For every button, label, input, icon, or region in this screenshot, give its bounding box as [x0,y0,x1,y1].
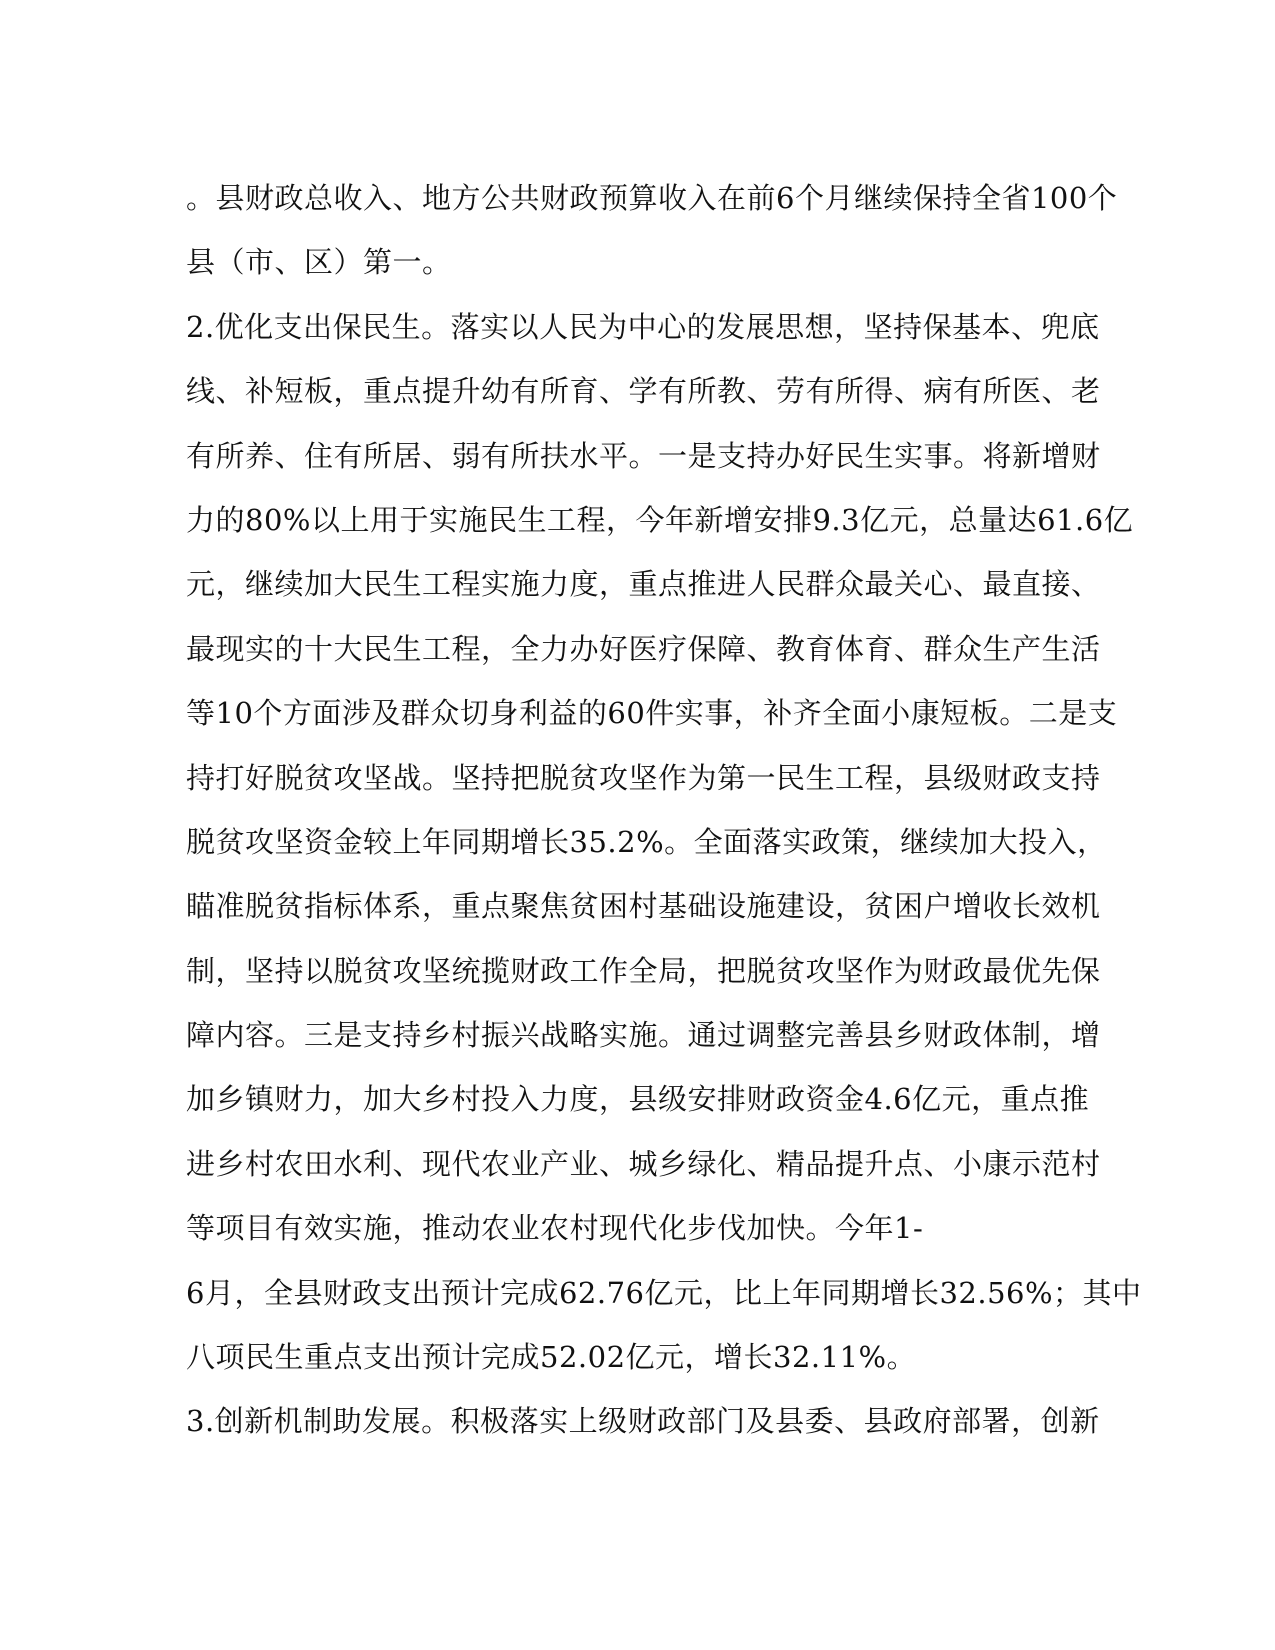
text-line: 脱贫攻坚资金较上年同期增长35.2%。全面落实政策，继续加大投入， [186,824,1107,859]
text-line: 进乡村农田水利、现代农业产业、城乡绿化、精品提升点、小康示范村 [186,1146,1101,1181]
text-line: 加乡镇财力，加大乡村投入力度，县级安排财政资金4.6亿元，重点推 [186,1082,1090,1117]
text-line: 有所养、住有所居、弱有所扶水平。一是支持办好民生实事。将新增财 [186,438,1101,473]
text-line: 力的80%以上用于实施民生工程，今年新增安排9.3亿元，总量达61.6亿 [186,502,1134,537]
text-line: 6月，全县财政支出预计完成62.76亿元，比上年同期增长32.56%；其中 [186,1275,1142,1310]
text-line: 线、补短板，重点提升幼有所育、学有所教、劳有所得、病有所医、老 [186,374,1101,409]
text-line: 最现实的十大民生工程，全力办好医疗保障、教育体育、群众生产生活 [186,631,1101,666]
text-line: 等10个方面涉及群众切身利益的60件实事，补齐全面小康短板。二是支 [186,696,1118,731]
text-line: 障内容。三是支持乡村振兴战略实施。通过调整完善县乡财政体制，增 [186,1018,1101,1053]
text-line: 瞄准脱贫指标体系，重点聚焦贫困村基础设施建设，贫困户增收长效机 [186,889,1101,924]
text-line: 八项民生重点支出预计完成52.02亿元，增长32.11%。 [186,1340,917,1375]
text-line: 持打好脱贫攻坚战。坚持把脱贫攻坚作为第一民生工程，县级财政支持 [186,760,1101,795]
text-line: 元，继续加大民生工程实施力度，重点推进人民群众最关心、最直接、 [186,567,1101,602]
text-line: 等项目有效实施，推动农业农村现代化步伐加快。今年1- [186,1211,924,1246]
text-line: 县（市、区）第一。 [186,245,452,280]
text-line: 2.优化支出保民生。落实以人民为中心的发展思想，坚持保基本、兜底 [186,309,1100,344]
body-text [186,166,1142,1454]
text-line: 制，坚持以脱贫攻坚统揽财政工作全局，把脱贫攻坚作为财政最优先保 [186,953,1101,988]
text-line: 3.创新机制助发展。积极落实上级财政部门及县委、县政府部署，创新 [186,1404,1100,1439]
text-line: 。县财政总收入、地方公共财政预算收入在前6个月继续保持全省100个 [186,181,1118,215]
